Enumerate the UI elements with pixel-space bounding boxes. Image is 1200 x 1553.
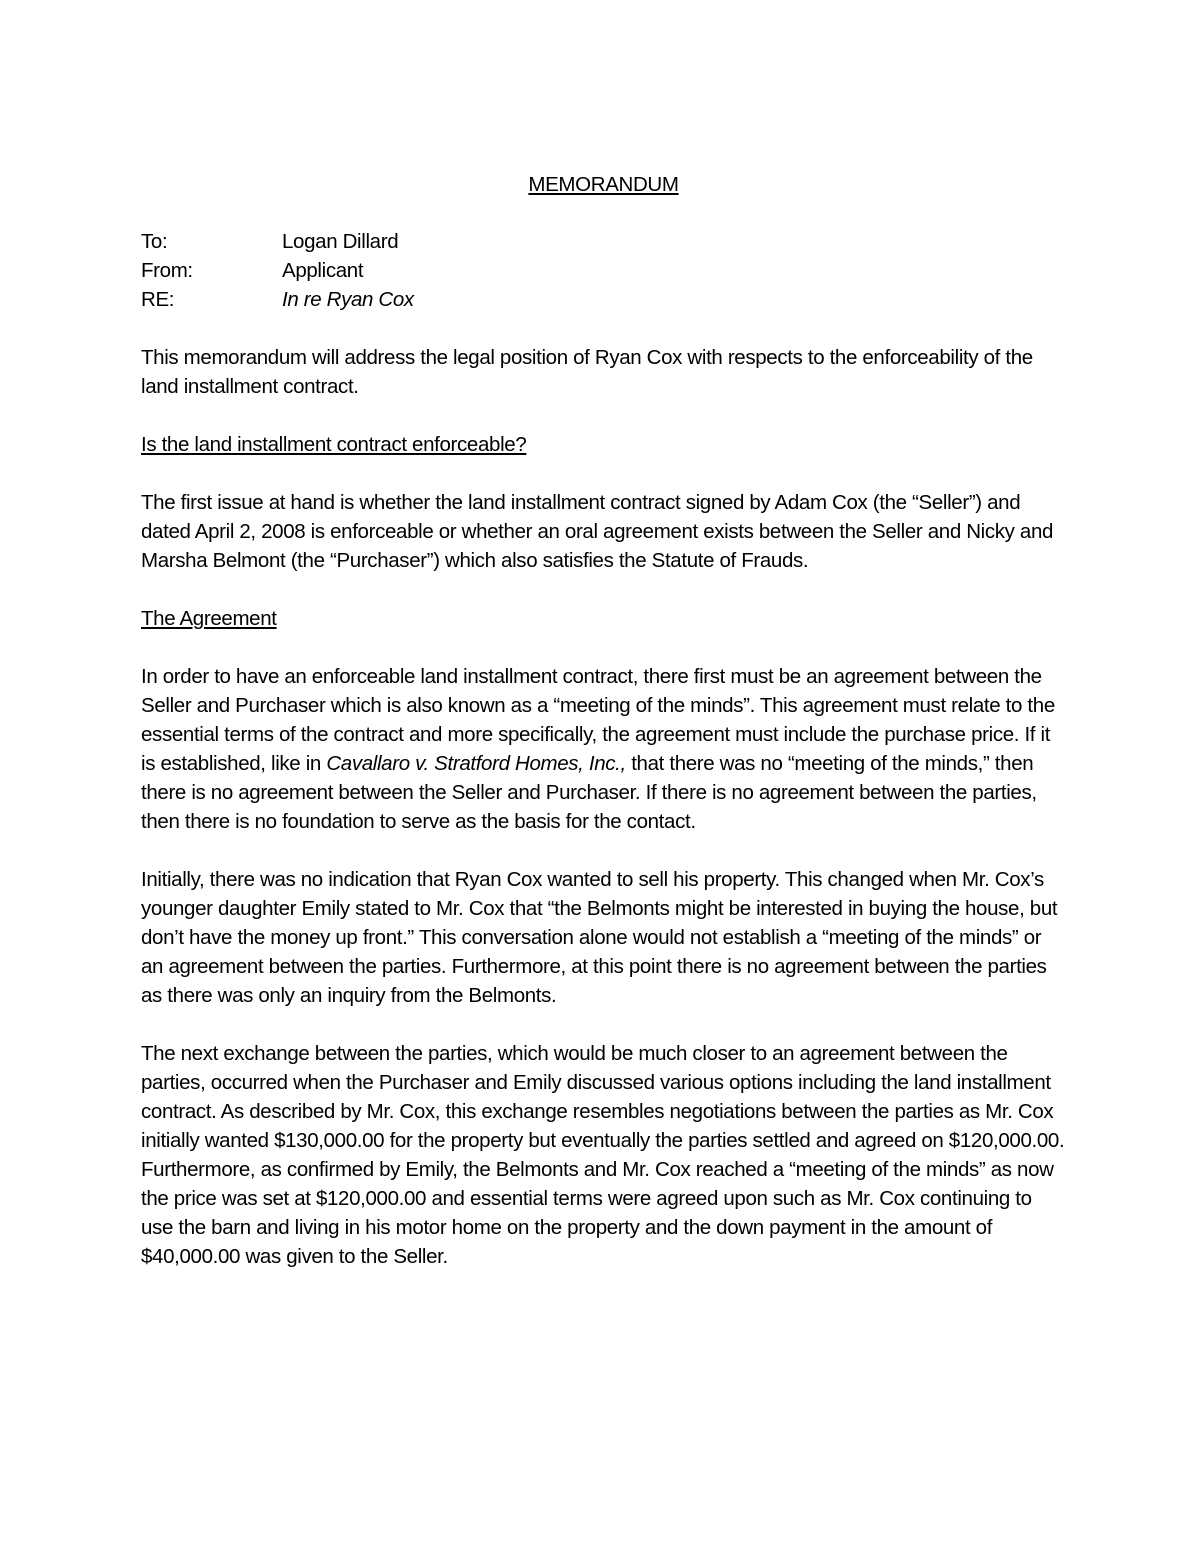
memo-re-row: [141, 285, 1066, 314]
paragraph-initial-indication: Initially, there was no indication that Ryan Cox wanted to sell his property. This changed when Mr. Cox’s younger daughter Emily stated to Mr. Cox that “the Belmonts might be interested in buying the house, but don’t have the money up front.” This conversation alone would not establish a “meeting of the minds” or an agreement between the parties. Furthermore, at this point there is no agreement between the parties as there was only an inquiry from the Belmonts.: [141, 868, 1058, 1007]
memo-header: [141, 227, 1066, 314]
section-heading-enforceability: Is the land installment contract enforceable?: [141, 433, 527, 456]
memo-page: [141, 170, 1066, 1300]
paragraph-agreement: [141, 662, 1066, 836]
paragraph-agreement-part-2: that there was no “meeting of the minds,” then there is no agreement between the Seller and Purchaser. If there is no agreement between the parties, then there is no foundation to serve as the basis for the contact.: [141, 752, 1037, 833]
paragraph-agreement-part-1: In order to have an enforceable land installment contract, there first must be an agreement between the Seller and Purchaser which is also known as a “meeting of the minds”. This agreement must relate to the essential terms of the contract and more specifically, the agreement must include the purchase price. If it is established, like in: [141, 665, 1055, 775]
memo-to-label: To:: [141, 230, 168, 253]
section-heading-agreement: The Agreement: [141, 607, 277, 630]
memo-from-value: Applicant: [282, 259, 364, 282]
memo-title: MEMORANDUM: [528, 173, 679, 196]
memo-to-row: [141, 227, 1066, 256]
paragraph-first-issue: The first issue at hand is whether the land installment contract signed by Adam Cox (the “Seller”) and dated April 2, 2008 is enforceable or whether an oral agreement exists between the Seller and Nicky and Marsha Belmont (the “Purchaser”) which also satisfies the Statute of Frauds.: [141, 491, 1054, 572]
paragraph-next-exchange: The next exchange between the parties, which would be much closer to an agreement between the parties, occurred when the Purchaser and Emily discussed various options including the land installment contract. As described by Mr. Cox, this exchange resembles negotiations between the parties as Mr. Cox initially wanted $130,000.00 for the property but eventually the parties settled and agreed on $120,000.00. Furthermore, as confirmed by Emily, the Belmonts and Mr. Cox reached a “meeting of the minds” as now the price was set at $120,000.00 and essential terms were agreed upon such as Mr. Cox continuing to use the barn and living in his motor home on the property and the down payment in the amount of $40,000.00 was given to the Seller.: [141, 1042, 1065, 1268]
case-citation: Cavallaro v. Stratford Homes, Inc.,: [326, 752, 626, 775]
memo-re-label: RE:: [141, 288, 175, 311]
memo-re-value: In re Ryan Cox: [282, 288, 414, 311]
memo-from-label: From:: [141, 259, 193, 282]
intro-paragraph: This memorandum will address the legal position of Ryan Cox with respects to the enforceability of the land installment contract.: [141, 346, 1033, 398]
memo-from-row: [141, 256, 1066, 285]
memo-to-value: Logan Dillard: [282, 230, 399, 253]
